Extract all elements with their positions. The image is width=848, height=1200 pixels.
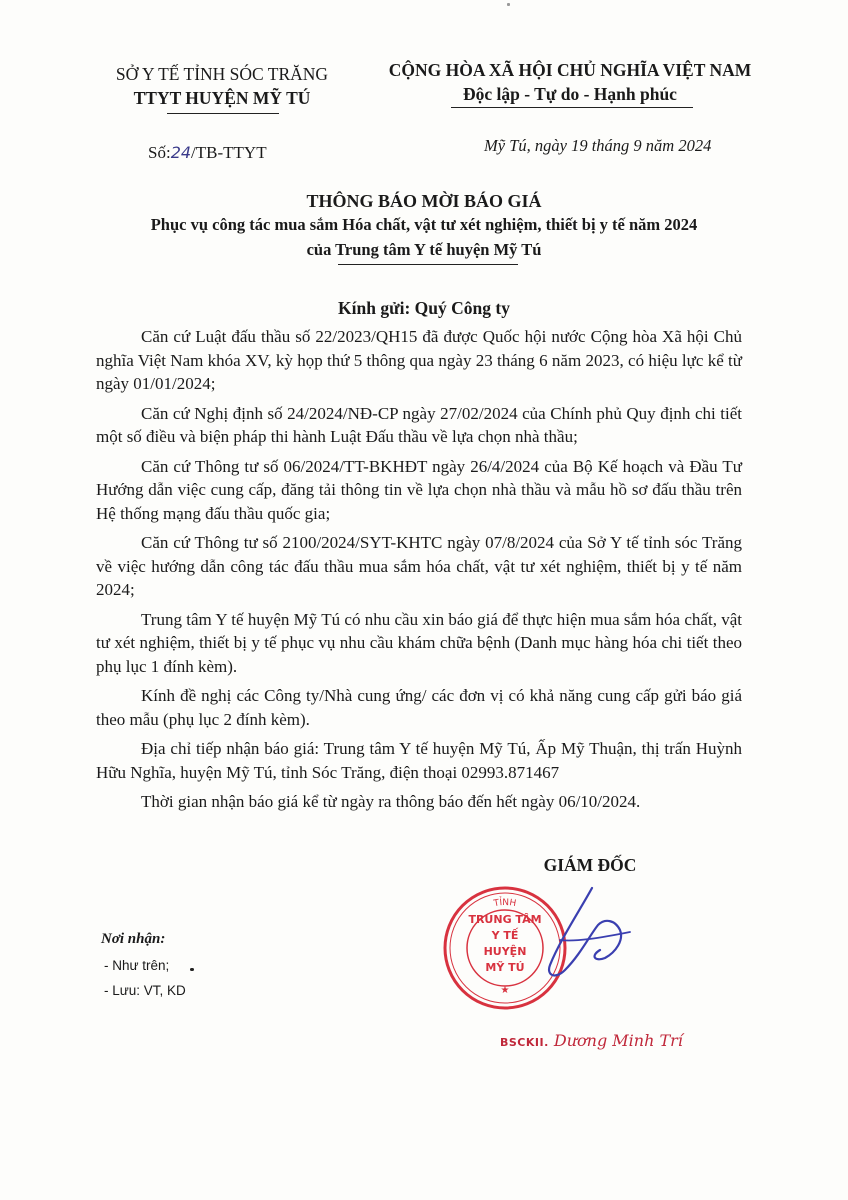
signer-name (500, 1031, 683, 1050)
document-number-handwritten: 24 (170, 143, 192, 162)
seal-line-4: MỸ TÚ (485, 961, 525, 974)
ink-dot (190, 968, 194, 971)
seal-line-3: HUYỆN (483, 945, 527, 958)
subtitle-underline (338, 264, 518, 265)
paragraph-request: Trung tâm Y tế huyện Mỹ Tú có nhu cầu xin báo giá để thực hiện mua sắm hóa chất, vật tư xét nghiệm, thiết bị y tế phục vụ nhu cầu khám chữa bệnh (Danh mục hàng hóa chi tiết theo phụ lục 1 đính kèm). (96, 609, 742, 676)
seal-top-text: TỈNH (492, 897, 517, 910)
body-text (96, 325, 742, 820)
document-number-suffix: /TB-TTYT (191, 143, 267, 162)
national-motto-underline (451, 107, 693, 108)
recipient-item: - Như trên; (104, 958, 170, 973)
paragraph-legal-basis-3: Căn cứ Thông tư số 06/2024/TT-BKHĐT ngày 26/4/2024 của Bộ Kế hoạch và Đầu Tư Hướng dẫn việc cung cấp, đăng tải thông tin về lựa chọn nhà thầu và mẫu hồ sơ đấu thầu trên Hệ thống mạng đấu thầu quốc gia; (96, 456, 742, 523)
document-number-prefix: Số: (148, 143, 171, 162)
national-title: CỘNG HÒA XÃ HỘI CHỦ NGHĨA VIỆT NAM (388, 60, 752, 80)
salutation: Kính gửi: Quý Công ty (338, 298, 510, 318)
scan-speck (507, 3, 510, 6)
seal-line-1: TRUNG TÂM (468, 913, 542, 926)
svg-text:★: ★ (500, 985, 510, 996)
paragraph-legal-basis-1: Căn cứ Luật đấu thầu số 22/2023/QH15 đã được Quốc hội nước Cộng hòa Xã hội Chủ nghĩa Việt Nam khóa XV, kỳ họp thứ 5 thông qua ngày 23 tháng 6 năm 2023, có hiệu lực kể từ ngày 01/01/2024; (96, 327, 742, 393)
recipient-item: - Lưu: VT, KD (104, 983, 186, 998)
paragraph-invitation: Kính đề nghị các Công ty/Nhà cung ứng/ các đơn vị có khả năng cung cấp gửi báo giá theo mẫu (phụ lục 2 đính kèm). (96, 686, 742, 729)
paragraph-address: Địa chỉ tiếp nhận báo giá: Trung tâm Y tế huyện Mỹ Tú, Ấp Mỹ Thuận, thị trấn Huỳnh Hữu Nghĩa, huyện Mỹ Tú, tỉnh Sóc Trăng, điện thoại 02993.871467 (96, 739, 742, 782)
document-subtitle-line2: của Trung tâm Y tế huyện Mỹ Tú (306, 240, 542, 259)
paragraph-legal-basis-4: Căn cứ Thông tư số 2100/2024/SYT-KHTC ngày 07/8/2024 của Sở Y tế tỉnh sóc Trăng về việc hướng dẫn công tác đấu thầu mua sắm hóa chất, vật tư xét nghiệm, thiết bị y tế năm 2024; (96, 533, 742, 599)
place-and-date: Mỹ Tú, ngày 19 tháng 9 năm 2024 (484, 136, 712, 155)
issuing-authority: SỞ Y TẾ TỈNH SÓC TRĂNG (115, 64, 329, 84)
issuing-unit: TTYT HUYỆN MỸ TÚ (133, 88, 311, 108)
paragraph-deadline: Thời gian nhận báo giá kể từ ngày ra thông báo đến hết ngày 06/10/2024. (141, 792, 641, 811)
signer-full-name: Dương Minh Trí (553, 1031, 683, 1050)
signer-title-prefix: BSCKII. (500, 1036, 549, 1049)
recipients-heading: Nơi nhận: (101, 931, 166, 947)
signer-position: GIÁM ĐỐC (543, 855, 637, 875)
svg-text:TỈNH (492, 896, 517, 909)
handwritten-signature (520, 880, 650, 990)
document-number (148, 143, 267, 163)
document-subtitle-line1: Phục vụ công tác mua sắm Hóa chất, vật tư xét nghiệm, thiết bị y tế năm 2024 (150, 215, 698, 234)
issuing-unit-underline (167, 113, 279, 114)
document-title: THÔNG BÁO MỜI BÁO GIÁ (306, 191, 542, 211)
seal-line-2: Y TẾ (491, 929, 519, 942)
paragraph-legal-basis-2: Căn cứ Nghị định số 24/2024/NĐ-CP ngày 27/02/2024 của Chính phủ Quy định chi tiết một số điều và biện pháp thi hành Luật Đấu thầu về lựa chọn nhà thầu; (96, 403, 742, 446)
national-motto: Độc lập - Tự do - Hạnh phúc (463, 84, 677, 104)
